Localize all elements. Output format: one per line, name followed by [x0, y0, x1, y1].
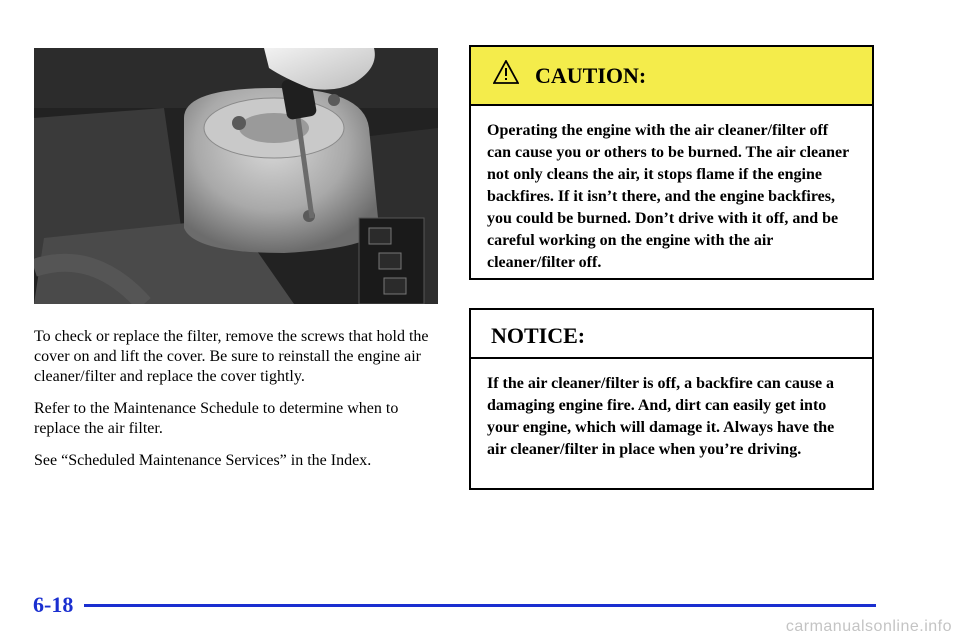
- paragraph-replace-filter: To check or replace the filter, remove the screws that hold the cover on and lift the cover. Be sure to reinstall the engine air cleaner/filter and replace the cover tightly.: [34, 328, 429, 385]
- warning-triangle-icon: [493, 60, 519, 89]
- notice-box: [469, 308, 874, 490]
- footer-rule: [84, 604, 876, 607]
- paragraph-maintenance-schedule: Refer to the Maintenance Schedule to determine when to replace the air filter.: [34, 400, 399, 437]
- caution-title: CAUTION:: [535, 63, 647, 88]
- notice-header: [471, 310, 872, 359]
- page-number: 6-18: [33, 592, 74, 617]
- body-text: [34, 327, 444, 483]
- caution-box: [469, 45, 874, 280]
- paragraph-see-index: See “Scheduled Maintenance Services” in the Index.: [34, 452, 372, 469]
- caution-header: [471, 47, 872, 106]
- notice-title: NOTICE:: [491, 323, 586, 348]
- engine-air-cleaner-photo: [34, 48, 438, 304]
- watermark: carmanualsonline.info: [785, 618, 952, 635]
- notice-text: If the air cleaner/filter is off, a backfire can cause a damaging engine fire. And, dirt can easily get into your engine, which will damage it. Always have the air cleaner/filter in place when you’re driving.: [487, 375, 835, 458]
- caution-text: Operating the engine with the air cleaner/filter off can cause you or others to be burned. The air cleaner not only cleans the air, it stops flame if the engine backfires. If it isn’t there, and the engine backfires, you could be burned. Don’t drive with it off, and be careful working on the engine with the air cleaner/filter off.: [487, 122, 849, 271]
